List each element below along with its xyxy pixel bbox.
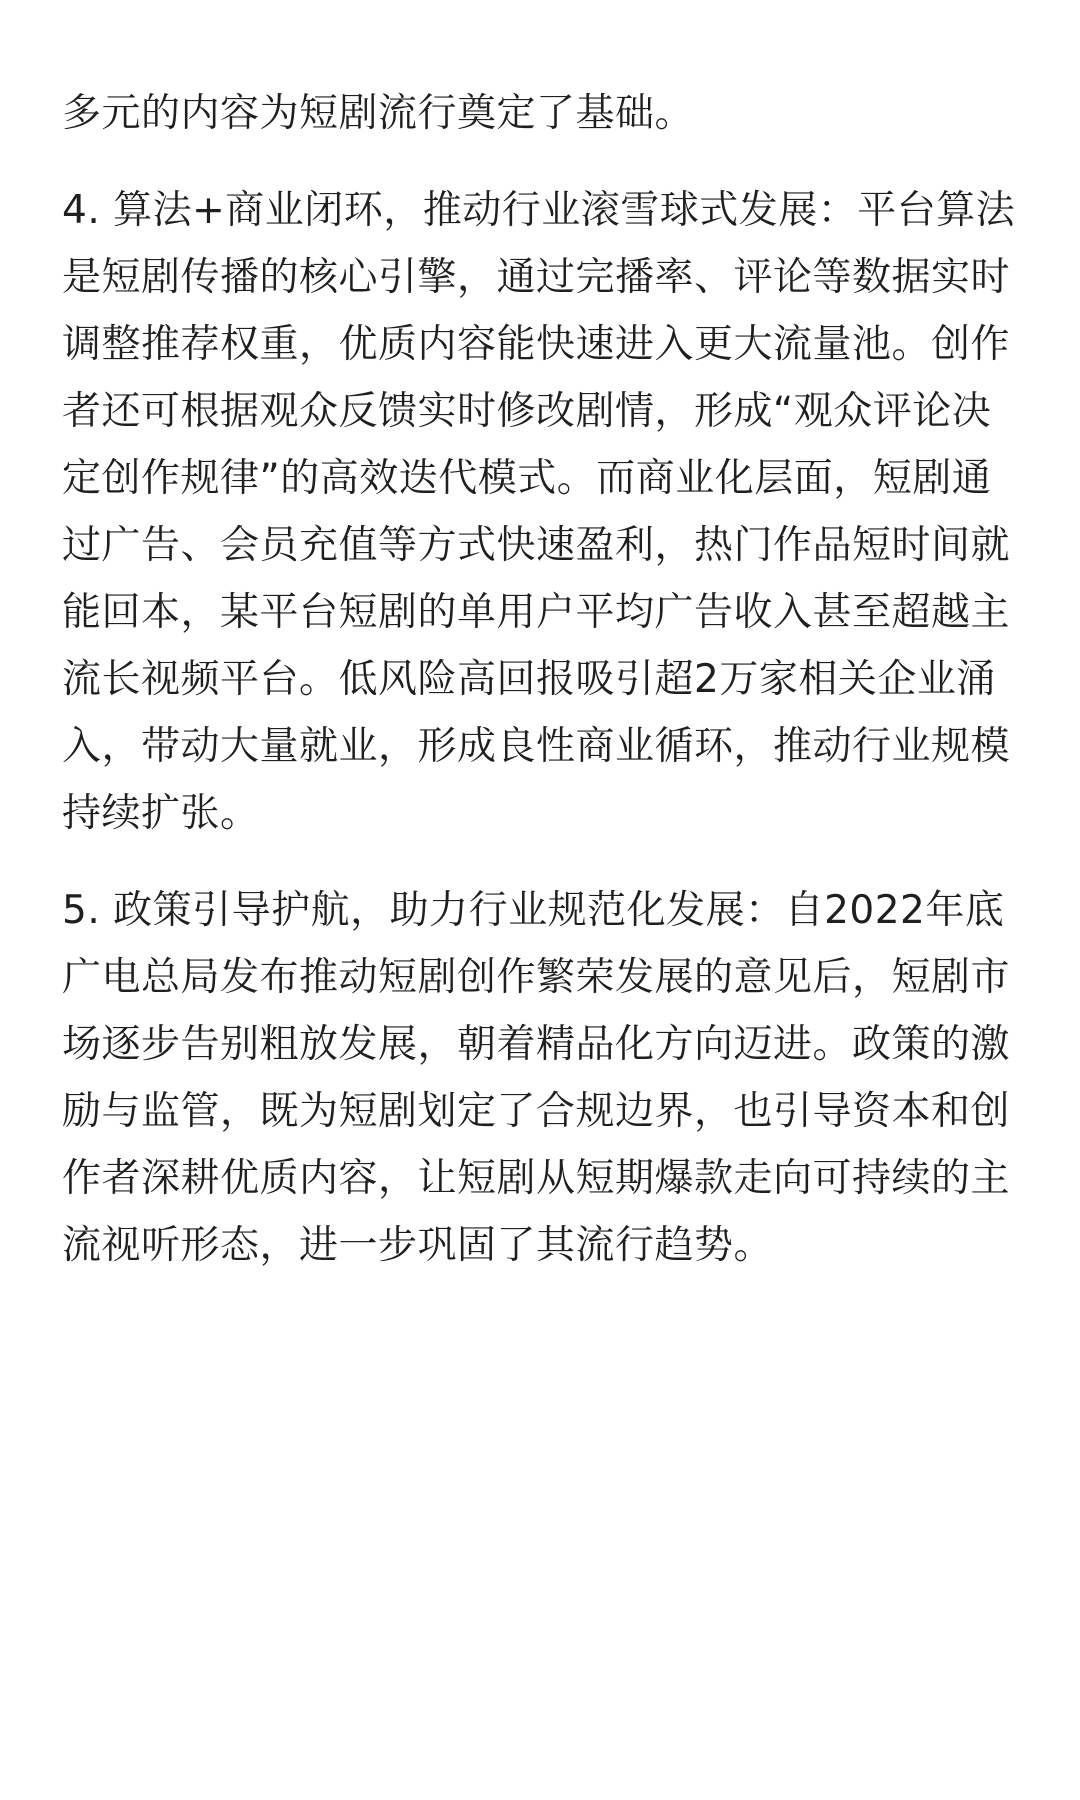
- paragraph-point-5: 5. 政策引导护航，助力行业规范化发展：自2022年底广电总局发布推动短剧创作繁荣发展的意见后，短剧市场逐步告别粗放发展，朝着精品化方向迈进。政策的激励与监管，既为短剧划定了合规边界，也引导资本和创作者深耕优质内容，让短剧从短期爆款走向可持续的主流视听形态，进一步巩固了其流行趋势。: [62, 888, 1011, 1268]
- paragraph-point-4: 4. 算法+商业闭环，推动行业滚雪球式发展：平台算法是短剧传播的核心引擎，通过完播率、评论等数据实时调整推荐权重，优质内容能快速进入更大流量池。创作者还可根据观众反馈实时修改剧情，形成“观众评论决定创作规律”的高效迭代模式。而商业化层面，短剧通过广告、会员充值等方式快速盈利，热门作品短时间就能回本，某平台短剧的单用户平均广告收入甚至超越主流长视频平台。低风险高回报吸引超2万家相关企业涌入，带动大量就业，形成良性商业循环，推动行业规模持续扩张。: [62, 188, 1016, 836]
- paragraph-spacer: [62, 147, 1024, 177]
- paragraph-intro-tail: 多元的内容为短剧流行奠定了基础。: [62, 91, 695, 136]
- paragraph-spacer: [62, 847, 1024, 877]
